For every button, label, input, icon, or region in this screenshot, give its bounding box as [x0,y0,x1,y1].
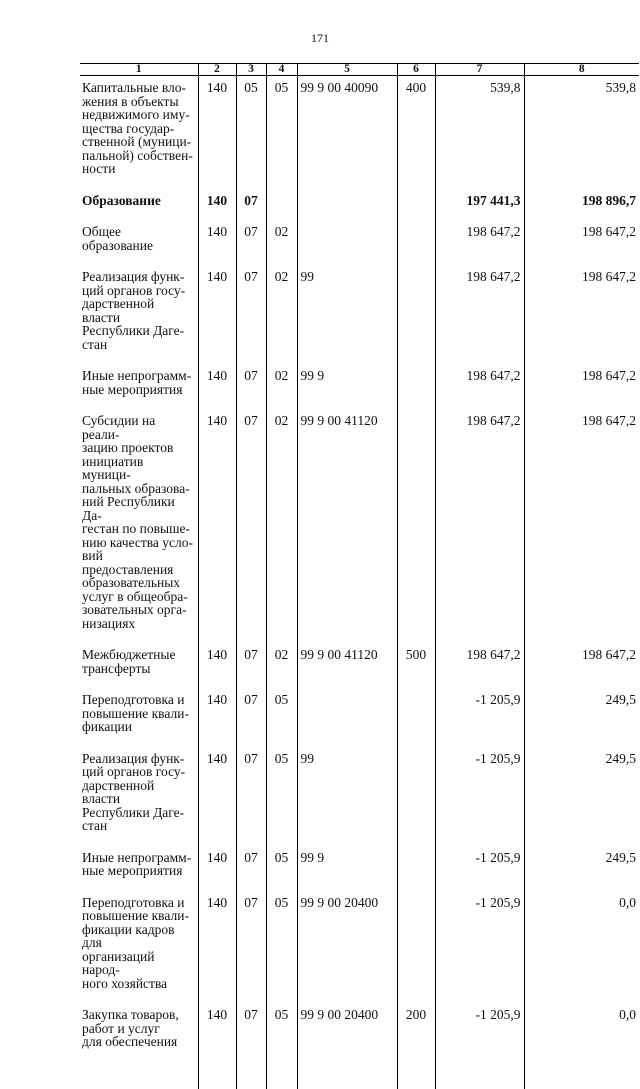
row-value-2021-cell: 198 896,7 [524,179,639,211]
header-col-6: 6 [397,64,435,76]
row-value-2020-cell: -1 205,9 [435,836,524,881]
table-row [80,76,639,179]
row-csr-cell: 99 9 00 41120 [297,633,397,678]
row-value-2020-cell: -1 205,9 [435,737,524,836]
row-value-2020-cell: -1 205,9 [435,678,524,737]
table-row [80,993,639,1089]
header-col-1: 1 [80,64,198,76]
row-gr-cell: 140 [198,354,236,399]
row-value-2021-cell: 198 647,2 [524,255,639,354]
header-col-2: 2 [198,64,236,76]
row-gr-cell: 140 [198,836,236,881]
row-name-cell: Реализация функ- ций органов госу- дарственной власти Республики Даге- стан [82,750,186,833]
row-pr-cell: 02 [266,210,297,255]
row-value-2021-cell: 539,8 [524,76,639,179]
row-name-cell: Капитальные вло- жения в объекты недвижимого иму- щества государ- ственной (муници- пальной) собствен- ности [82,80,193,176]
row-csr-cell [297,678,397,737]
row-gr-cell: 140 [198,993,236,1089]
row-rz-cell: 07 [236,836,266,881]
row-gr-cell: 140 [198,255,236,354]
row-vr-cell [397,836,435,881]
row-rz-cell: 07 [236,881,266,994]
row-csr-cell: 99 9 00 40090 [297,76,397,179]
row-gr-cell: 140 [198,633,236,678]
row-value-2020-cell: 198 647,2 [435,354,524,399]
row-pr-cell: 05 [266,678,297,737]
row-pr-cell: 05 [266,836,297,881]
header-col-4: 4 [266,64,297,76]
row-name-cell: Реализация функ- ций органов госу- дарственной власти Республики Даге- стан [82,269,186,352]
row-vr-cell: 500 [397,633,435,678]
row-value-2021-cell: 198 647,2 [524,633,639,678]
table-row [80,633,639,678]
row-value-2020-cell: 198 647,2 [435,633,524,678]
row-value-2021-cell: 249,5 [524,678,639,737]
page-number: 171 [311,31,329,45]
row-value-2021-cell: 0,0 [524,881,639,994]
row-pr-cell: 02 [266,255,297,354]
row-rz-cell: 07 [236,255,266,354]
table-row [80,737,639,836]
table-row [80,881,639,994]
row-csr-cell: 99 9 [297,836,397,881]
row-gr-cell: 140 [198,678,236,737]
row-vr-cell: 400 [397,76,435,179]
row-vr-cell [397,255,435,354]
row-rz-cell: 07 [236,993,266,1089]
row-value-2020-cell: 539,8 [435,76,524,179]
row-value-2020-cell: -1 205,9 [435,881,524,994]
row-vr-cell [397,737,435,836]
row-value-2021-cell: 198 647,2 [524,210,639,255]
header-row [80,64,639,76]
row-rz-cell: 07 [236,737,266,836]
row-vr-cell [397,179,435,211]
table-row [80,354,639,399]
table-row [80,678,639,737]
row-vr-cell [397,210,435,255]
row-vr-cell [397,354,435,399]
row-csr-cell [297,210,397,255]
table-row [80,210,639,255]
row-vr-cell: 200 [397,993,435,1089]
row-gr-cell: 140 [198,210,236,255]
row-value-2020-cell: -1 205,9 [435,993,524,1089]
table-row [80,179,639,211]
row-gr-cell: 140 [198,76,236,179]
row-pr-cell: 02 [266,633,297,678]
row-csr-cell: 99 9 00 20400 [297,993,397,1089]
row-pr-cell: 05 [266,881,297,994]
row-value-2021-cell: 249,5 [524,737,639,836]
row-name-cell: Иные непрограмм- ные мероприятия [82,849,192,878]
table-row [80,255,639,354]
row-value-2021-cell: 198 647,2 [524,399,639,633]
row-rz-cell: 07 [236,179,266,211]
row-rz-cell: 07 [236,399,266,633]
row-gr-cell: 140 [198,399,236,633]
row-pr-cell: 02 [266,354,297,399]
row-name-cell: Общее образование [82,224,153,253]
row-rz-cell: 07 [236,210,266,255]
row-name-cell: Субсидии на реали- зацию проектов инициатив муници- пальных образова- ний Республики Да- гестан по повыше- нию качества усло- вий предоставления образовательных услуг в общеобра- зовательных орга- низациях [82,413,194,631]
row-gr-cell: 140 [198,179,236,211]
row-value-2021-cell: 249,5 [524,836,639,881]
row-csr-cell: 99 9 00 41120 [297,399,397,633]
row-name-cell: Межбюджетные трансферты [82,647,176,676]
table-row [80,836,639,881]
row-csr-cell: 99 9 [297,354,397,399]
budget-table [80,63,639,1089]
row-pr-cell: 02 [266,399,297,633]
row-gr-cell: 140 [198,737,236,836]
row-rz-cell: 07 [236,678,266,737]
row-csr-cell: 99 9 00 20400 [297,881,397,994]
row-vr-cell [397,399,435,633]
row-vr-cell [397,881,435,994]
header-col-7: 7 [435,64,524,76]
header-col-5: 5 [297,64,397,76]
row-name-cell: Закупка товаров, работ и услуг для обеспечения [82,1007,179,1049]
row-pr-cell: 05 [266,737,297,836]
header-col-3: 3 [236,64,266,76]
row-rz-cell: 05 [236,76,266,179]
row-value-2020-cell: 197 441,3 [435,179,524,211]
header-col-8: 8 [524,64,639,76]
row-value-2020-cell: 198 647,2 [435,255,524,354]
row-value-2020-cell: 198 647,2 [435,399,524,633]
row-pr-cell: 05 [266,993,297,1089]
row-value-2021-cell: 0,0 [524,993,639,1089]
row-value-2020-cell: 198 647,2 [435,210,524,255]
row-name-cell: Образование [82,192,161,208]
row-name-cell: Иные непрограмм- ные мероприятия [82,368,192,397]
row-name-cell: Переподготовка и повышение квали- фикации кадров для организаций народ- ного хозяйства [82,894,189,991]
row-csr-cell: 99 [297,255,397,354]
row-csr-cell [297,179,397,211]
row-name-cell: Переподготовка и повышение квали- фикации [82,692,189,734]
row-vr-cell [397,678,435,737]
row-csr-cell: 99 [297,737,397,836]
row-pr-cell: 05 [266,76,297,179]
row-rz-cell: 07 [236,354,266,399]
row-gr-cell: 140 [198,881,236,994]
row-rz-cell: 07 [236,633,266,678]
table-row [80,399,639,633]
row-pr-cell [266,179,297,211]
row-value-2021-cell: 198 647,2 [524,354,639,399]
